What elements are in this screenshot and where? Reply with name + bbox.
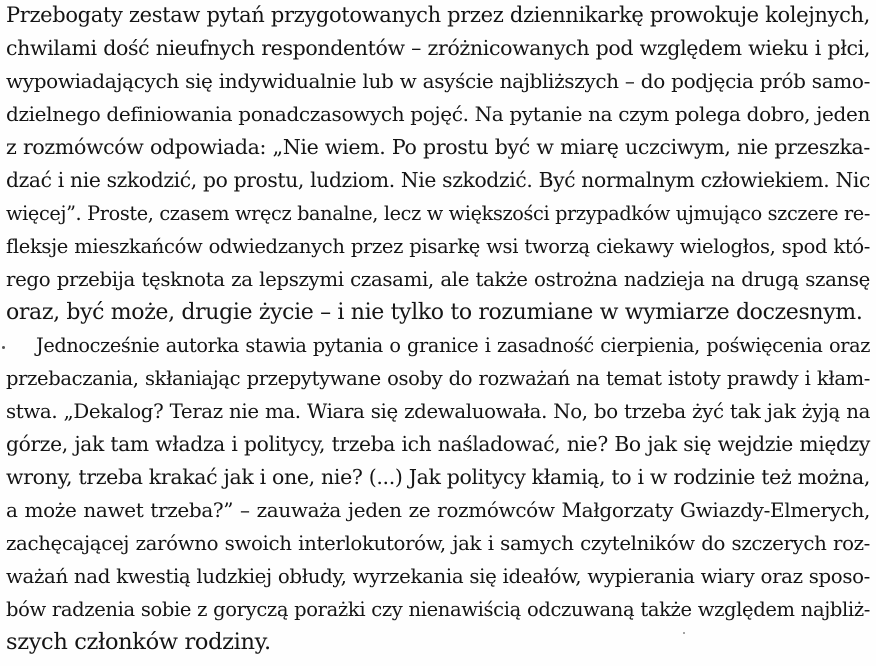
paragraph-2-line: a może nawet trzeba?” – zauważa jeden ze rozmówców Małgorzaty Gwiazdy-Elmerych, [6,498,870,522]
paragraph-1-line: Przebogaty zestaw pytań przygotowanych przez dziennikarkę prowokuje kolejnych, [6,3,870,27]
paragraph-1-line: dzielnego definiowania ponadczasowych pojęć. Na pytanie na czym polega dobro, jeden [6,102,870,126]
paragraph-2-line: ważań nad kwestią ludzkiej obłudy, wyrzekania się ideałów, wypierania wiary oraz sposo- [6,565,870,588]
paragraph-2-line: szych członków rodziny. [6,629,271,655]
paragraph-1-line: fleksje mieszkańców odwiedzanych przez pisarkę wsi tworzą ciekawy wielogłos, spod któ- [6,235,870,258]
paragraph-1-line: z rozmówców odpowiada: „Nie wiem. Po prostu być w miarę uczciwym, nie przeszka- [6,135,870,159]
paragraph-2-line: przebaczania, skłaniając przepytywane osoby do rozważań na temat istoty prawdy i kłam- [6,367,870,390]
paragraph-2-line: wrony, trzeba krakać jak i one, nie? (...) Jak politycy kłamią, to i w rodzinie też można, [6,465,870,489]
paragraph-2-line: górze, jak tam władza i politycy, trzeba ich naśladować, nie? Bo jak się wejdzie między [6,432,870,456]
paragraph-2-line: stwa. „Dekalog? Teraz nie ma. Wiara się zdewaluowała. No, bo trzeba żyć tak jak żyją na [6,400,870,423]
paragraph-1-line: rego przebija tęsknota za lepszymi czasami, ale także ostrożna nadzieja na drugą szansę [6,268,870,291]
paragraph-1-line: więcej”. Proste, czasem wręcz banalne, lecz w większości przypadków ujmująco szczere re- [6,202,870,225]
paragraph-2-line: Jednocześnie autorka stawia pytania o granice i zasadność cierpienia, poświęcenia oraz [36,334,870,357]
paragraph-2-line: zachęcającej zarówno swoich interlokutorów, jak i samych czytelników do szczerych roz- [6,532,870,555]
paragraph-1-line: chwilami dość nieufnych respondentów – zróżnicowanych pod względem wieku i płci, [6,36,870,60]
margin-mark [2,346,5,349]
paragraph-2-line: bów radzenia sobie z goryczą porażki czy nienawiścią odczuwaną także względem najbliż- [6,598,870,621]
paragraph-1-line: oraz, być może, drugie życie – i nie tylko to rozumiane w wymiarze doczesnym. [6,300,863,325]
paragraph-1-line: dzać i nie szkodzić, po prostu, ludziom. Nie szkodzić. Być normalnym człowiekiem. Nic [6,168,870,192]
paragraph-1-line: wypowiadających się indywidualnie lub w asyście najbliższych – do podjęcia prób samo- [6,69,870,93]
